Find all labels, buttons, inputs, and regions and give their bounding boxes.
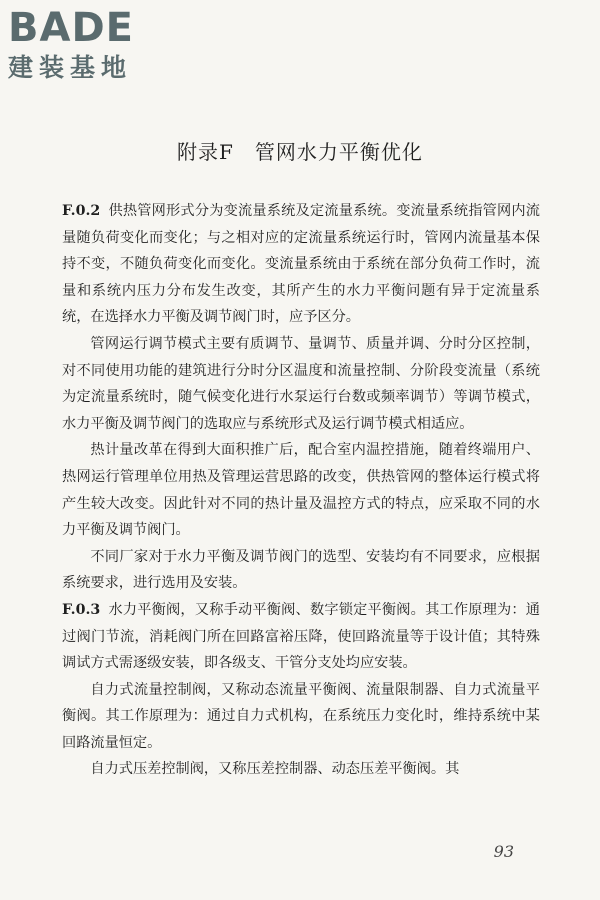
paragraph [62,756,540,783]
paragraph-text: 自力式压差控制阀，又称压差控制器、动态压差平衡阀。其 [90,761,460,778]
logo-subtitle: 建装基地 [8,53,133,82]
paragraph-text: 水力平衡阀，又称手动平衡阀、数字锁定平衡阀。其工作原理为：通过阀门节流，消耗阀门所在回路富裕压降，使回路流量等于设计值；其特殊调试方式需逐级安装，即各级支、干管分支处均应安装。 [62,601,540,672]
paragraph-text: 热计量改革在得到大面积推广后，配合室内温控措施，随着终端用户、热网运行管理单位用热及管理运营思路的改变，供热管网的整体运行模式将产生较大改变。因此针对不同的热计量及温控方式的特点，应采取不同的水力平衡及调节阀门。 [62,442,540,539]
appendix-title: 附录F 管网水力平衡优化 [177,140,423,164]
page-number: 93 [493,842,514,861]
paragraph-text: 不同厂家对于水力平衡及调节阀门的选型、安装均有不同要求，应根据系统要求，进行选用及安装。 [62,548,540,592]
paragraph [62,331,540,437]
logo [8,6,178,84]
paragraph-text: 供热管网形式分为变流量系统及定流量系统。变流量系统指管网内流量随负荷变化而变化；与之相对应的定流量系统运行时，管网内流量基本保持不变，不随负荷变化而变化。变流量系统由于系统在部分负荷工作时，流量和系统内压力分布发生改变，其所产生的水力平衡问题有异于定流量系统，在选择水力平衡及调节阀门时，应予区分。 [62,203,540,326]
paragraph-text: 自力式流量控制阀，又称动态流量平衡阀、流量限制器、自力式流量平衡阀。其工作原理为：通过自力式机构，在系统压力变化时，维持系统中某回路流量恒定。 [62,681,540,751]
section-number: F.0.2 [62,203,101,219]
logo-wordmark: BADE [8,5,134,51]
section-number: F.0.3 [62,601,101,618]
paragraph-f03 [62,597,540,677]
paragraph-f02 [62,198,540,331]
body-text [62,198,540,783]
paragraph [62,544,540,597]
paragraph-text: 管网运行调节模式主要有质调节、量调节、质量并调、分时分区控制，对不同使用功能的建筑进行分时分区温度和流量控制、分阶段变流量（系统为定流量系统时，随气候变化进行水泵运行台数或频率调节）等调节模式，水力平衡及调节阀门的选取应与系统形式及运行调节模式相适应。 [62,335,540,432]
paragraph [62,677,540,757]
paragraph [62,437,540,543]
